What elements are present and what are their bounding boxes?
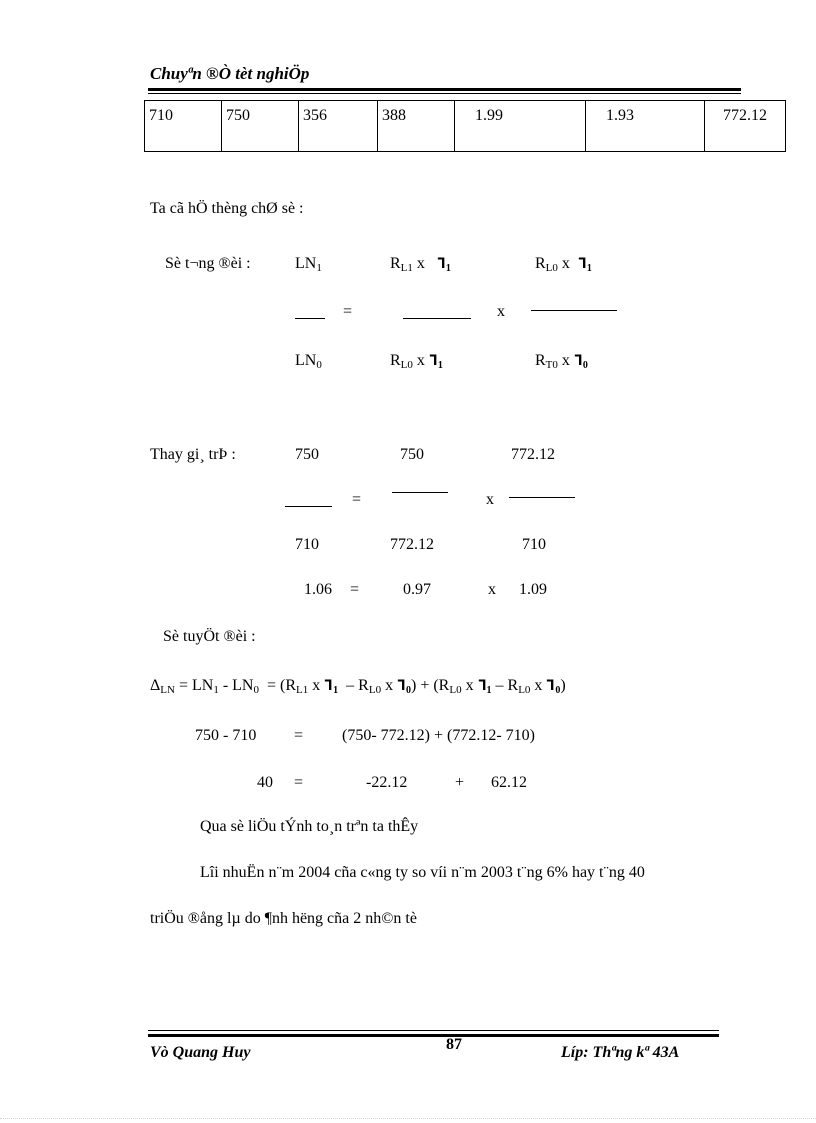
relative-label: Sè t¬ng ®èi :	[165, 255, 251, 272]
sub-left-bot: 710	[295, 536, 319, 553]
absolute-line3-mid: -22.12	[366, 774, 408, 791]
fraction-bar	[285, 506, 332, 507]
table-cell: 1.93	[586, 101, 705, 152]
absolute-label: Sè tuyÖt ®èi :	[163, 628, 256, 645]
table-cell: 356	[299, 101, 378, 152]
fraction-bar	[403, 318, 471, 319]
index-symbol-icon: Ꞁ	[478, 678, 487, 694]
table-cell: 1.99	[455, 101, 586, 152]
index-symbol-icon: Ꞁ	[324, 678, 333, 694]
absolute-line2-right: (750- 772.12) + (772.12- 710)	[342, 727, 535, 744]
result-left: 1.06	[304, 581, 332, 598]
absolute-line3-plus: +	[455, 774, 465, 791]
table-cell: 772.12	[705, 101, 786, 152]
formula-mid-bot: $R_{L0}$ x Ꞁ1	[390, 352, 443, 371]
absolute-line3-left: 40	[257, 774, 273, 791]
formula-right-bot: $R_{T0}$ x Ꞁ0	[535, 352, 588, 371]
page-edge-divider	[0, 1118, 816, 1119]
conclusion-line1: Qua sè liÖu tÝnh to¸n trªn ta thÊy	[200, 818, 419, 835]
page-header-title: Chuyªn ®Ò tèt nghiÖp	[150, 64, 310, 83]
sub-mid-bot: 772.12	[390, 536, 434, 553]
intro-text: Ta cã hÖ thèng chØ sè :	[150, 200, 304, 217]
sub-times: x	[486, 491, 494, 508]
footer-author: Vò Quang Huy	[150, 1044, 251, 1061]
formula-equals: =	[343, 303, 353, 320]
absolute-line3-right: 62.12	[491, 774, 527, 791]
sub-left-top: 750	[295, 446, 319, 463]
result-right: 1.09	[519, 581, 547, 598]
index-symbol-icon: Ꞁ	[574, 353, 583, 369]
conclusion-line3: triÖu ®ång lµ do ¶nh hëng cña 2 nh©n tè	[150, 910, 417, 927]
fraction-bar	[509, 497, 575, 498]
conclusion-line2: Lîi nhuËn n¨m 2004 cña c«ng ty so víi n¨m 2003 t¨ng 6% hay t¨ng 40	[200, 864, 645, 881]
index-symbol-icon: Ꞁ	[578, 256, 587, 272]
footer-rule-thick	[148, 1034, 719, 1037]
formula-ln1: $LN_1$	[295, 255, 322, 274]
result-mid: 0.97	[403, 581, 431, 598]
footer-class: Líp: Thªng kª 43A	[561, 1044, 680, 1061]
table-cell: 388	[378, 101, 455, 152]
index-symbol-icon: Ꞁ	[546, 678, 555, 694]
table-row	[145, 101, 786, 152]
sub-equals: =	[352, 491, 362, 508]
footer-rule-thin	[148, 1030, 719, 1031]
absolute-line2-equals: =	[294, 727, 304, 744]
table-cell: 710	[145, 101, 222, 152]
index-symbol-icon: Ꞁ	[429, 353, 438, 369]
result-equals: =	[350, 581, 360, 598]
formula-right-top: $R_{L0}$ x Ꞁ1	[535, 255, 592, 274]
header-rule-thick	[148, 88, 741, 91]
formula-times: x	[497, 303, 505, 320]
absolute-formula: $\Delta_{LN} = LN_1 - LN_0 = (R_{L1}$ x Ꞁ1 – $R_{L0}$ x Ꞁ0) + ($R_{L0}$ x Ꞁ1 – $R_{L0}$ x Ꞁ0)	[150, 677, 566, 696]
sub-right-top: 772.12	[511, 446, 555, 463]
fraction-bar	[392, 492, 448, 493]
data-table	[144, 100, 786, 152]
header-rule-thin	[148, 93, 741, 94]
page-number: 87	[446, 1036, 462, 1053]
sub-right-bot: 710	[522, 536, 546, 553]
absolute-line2-left: 750 - 710	[195, 727, 257, 744]
table-cell: 750	[222, 101, 299, 152]
formula-ln0: $LN_0$	[295, 352, 322, 371]
substitute-label: Thay gi¸ trÞ :	[150, 446, 236, 463]
fraction-bar	[295, 318, 325, 319]
fraction-bar	[531, 310, 617, 311]
result-times: x	[488, 581, 496, 598]
index-symbol-icon: Ꞁ	[437, 256, 446, 272]
absolute-line3-equals: =	[294, 774, 304, 791]
formula-mid-top: $R_{L1}$ x Ꞁ1	[390, 255, 451, 274]
index-symbol-icon: Ꞁ	[397, 678, 406, 694]
sub-mid-top: 750	[400, 446, 424, 463]
